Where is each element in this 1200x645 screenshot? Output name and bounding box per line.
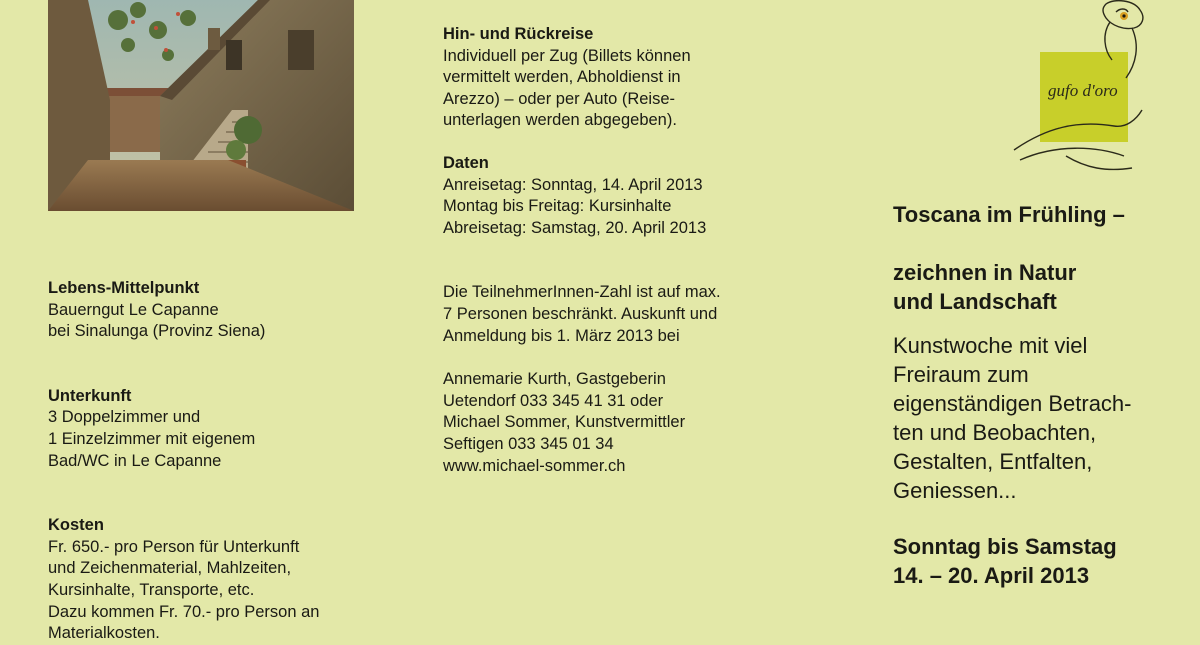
description-line: Gestalten, Entfalten,	[893, 449, 1093, 474]
date-line: Sonntag bis Samstag	[893, 534, 1117, 559]
text-line: vermittelt werden, Abholdienst in	[443, 68, 681, 87]
description-line: Kunstwoche mit viel	[893, 333, 1088, 358]
farmhouse-photo	[48, 0, 354, 211]
text-line: Bad/WC in Le Capanne	[48, 451, 222, 470]
text-line: Individuell per Zug (Billets können	[443, 46, 691, 65]
text-line: Seftigen 033 345 01 34	[443, 434, 614, 453]
subtitle-line: und Landschaft	[893, 289, 1057, 314]
description-line: Freiraum zum	[893, 362, 1029, 387]
left-column	[48, 278, 378, 645]
description-line: Geniessen...	[893, 478, 1017, 503]
text-line: Arezzo) – oder per Auto (Reise-	[443, 89, 676, 108]
text-line: 7 Personen beschränkt. Auskunft und	[443, 304, 718, 323]
website-link[interactable]: www.michael-sommer.ch	[443, 456, 626, 475]
text-line: unterlagen werden abgegeben).	[443, 111, 677, 130]
text-line: Kursinhalte, Transporte, etc.	[48, 580, 255, 599]
text-line: 1 Einzelzimmer mit eigenem	[48, 429, 256, 448]
section-heading: Lebens-Mittelpunkt	[48, 279, 200, 297]
text-line: Uetendorf 033 345 41 31 oder	[443, 391, 664, 410]
text-line: Fr. 650.- pro Person für Unterkunft	[48, 537, 300, 556]
section-heading: Kosten	[48, 516, 104, 535]
text-line: Annemarie Kurth, Gastgeberin	[443, 370, 666, 389]
brochure-title: Toscana im Frühling –	[893, 202, 1125, 227]
text-line: Abreisetag: Samstag, 20. April 2013	[443, 218, 707, 237]
description-line: eigenständigen Betrach-	[893, 391, 1132, 416]
description-line: ten und Beobachten,	[893, 420, 1097, 445]
middle-column	[443, 24, 803, 477]
section-heading: Hin- und Rückreise	[443, 25, 594, 43]
text-line: Materialkosten.	[48, 624, 160, 643]
text-line: 3 Doppelzimmer und	[48, 408, 201, 427]
gufo-doro-logo	[1006, 0, 1162, 176]
logo-text: gufo d'oro	[1048, 81, 1118, 100]
text-line: Die TeilnehmerInnen-Zahl ist auf max.	[443, 283, 721, 302]
text-line: Michael Sommer, Kunstvermittler	[443, 413, 686, 432]
text-line: Dazu kommen Fr. 70.- pro Person an	[48, 602, 320, 621]
text-line: Montag bis Freitag: Kursinhalte	[443, 197, 672, 216]
text-line: bei Sinalunga (Provinz Siena)	[48, 322, 266, 341]
text-line: Anmeldung bis 1. März 2013 bei	[443, 326, 680, 345]
text-line: und Zeichenmaterial, Mahlzeiten,	[48, 559, 292, 578]
section-heading: Daten	[443, 153, 489, 172]
text-line: Anreisetag: Sonntag, 14. April 2013	[443, 175, 703, 194]
section-heading: Unterkunft	[48, 386, 132, 405]
date-line: 14. – 20. April 2013	[893, 563, 1090, 588]
subtitle-line: zeichnen in Natur	[893, 260, 1077, 285]
right-column	[893, 200, 1193, 590]
text-line: Bauerngut Le Capanne	[48, 300, 219, 319]
